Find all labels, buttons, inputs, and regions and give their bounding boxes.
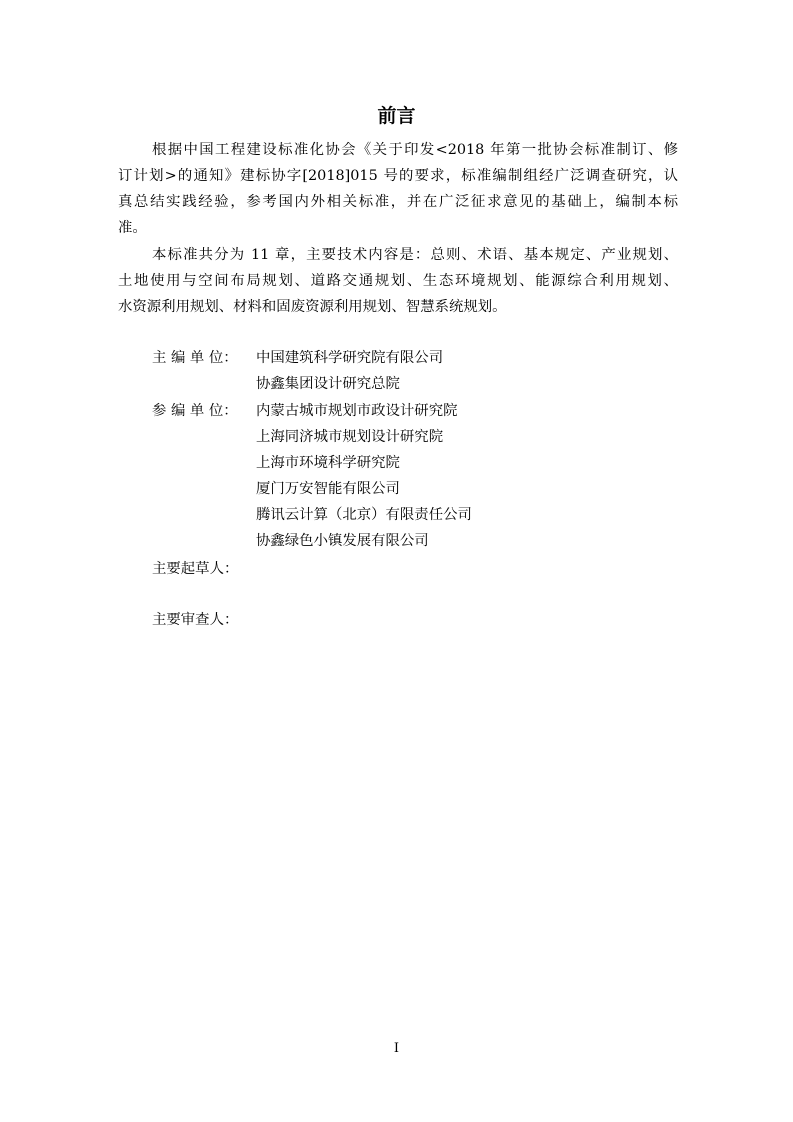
paragraph-line: 土地使用与空间布局规划、道路交通规划、生态环境规划、能源综合利用规划、 (118, 273, 678, 289)
paragraph-preface-basis (118, 137, 678, 241)
page-title: 前言 (377, 105, 416, 127)
chief-editor-list (256, 345, 443, 397)
list-item: 协鑫集团设计研究总院 (256, 376, 400, 392)
list-item: 内蒙古城市规划市政设计研究院 (256, 403, 458, 419)
list-item: 上海市环境科学研究院 (256, 455, 400, 471)
list-item: 协鑫绿色小镇发展有限公司 (256, 533, 429, 549)
paragraph-contents-summary (118, 242, 678, 320)
participating-list (256, 398, 472, 554)
list-item: 上海同济城市规划设计研究院 (256, 429, 444, 445)
paragraph-line: 订计划>的通知》建标协字[2018]015 号的要求，标准编制组经广泛调查研究，认 (118, 168, 678, 184)
list-item: 厦门万安智能有限公司 (256, 481, 400, 497)
chief-editor-label: 主 编 单 位： (152, 350, 238, 366)
list-item: 腾讯云计算（北京）有限责任公司 (256, 507, 472, 523)
main-drafters-label: 主要起草人： (152, 561, 239, 577)
page-number: I (393, 1041, 400, 1056)
main-reviewers-label: 主要审查人： (152, 612, 239, 628)
paragraph-line: 本标准共分为 11 章，主要技术内容是：总则、术语、基本规定、产业规划、 (152, 247, 678, 263)
paragraph-line: 水资源利用规划、材料和固废资源利用规划、智慧系统规划。 (118, 299, 507, 315)
list-item: 中国建筑科学研究院有限公司 (256, 350, 444, 366)
paragraph-line: 根据中国工程建设标准化协会《关于印发<2018 年第一批协会标准制订、修 (152, 142, 678, 158)
paragraph-line: 真总结实践经验，参考国内外相关标准，并在广泛征求意见的基础上，编制本标 (118, 194, 678, 210)
paragraph-line: 准。 (118, 220, 147, 236)
participating-label: 参 编 单 位： (152, 403, 238, 419)
